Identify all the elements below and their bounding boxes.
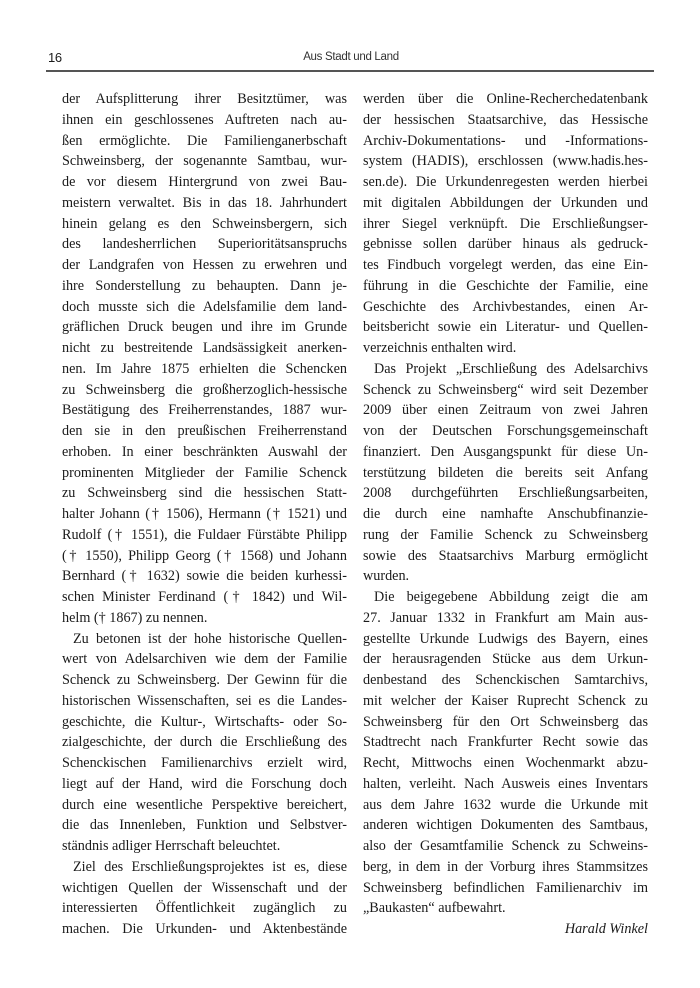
page-number: 16 [48,50,62,65]
right-column [363,89,648,940]
text-line: Bernhard († 1632) sowie die beiden kurhessi- [62,568,347,585]
text-line: Geschichte des Archivbestandes, einen Ar- [363,298,648,315]
text-line: Schweinsberg, der sogenannte Samtbau, wur- [62,153,347,170]
text-line: schen Minister Ferdinand († 1842) und Wil- [62,589,347,605]
text-line: aus dem Jahre 1632 wurde die Urkunde mit [363,796,648,813]
text-line: die das Innenleben, Funktion und Selbstver- [62,817,347,834]
text-line: erhoben. In einer beschränkten Auswahl der [62,443,347,460]
text-line: den sie in den preußischen Freiherrenstand [62,423,347,439]
text-line: zu Schweinsberg die großherzoglich-hessische [62,381,347,398]
text-line: beitsbericht sowie ein Literatur- und Quellen- [363,319,648,336]
text-line: anderen wichtigen Dokumenten des Samtbaus, [363,817,648,834]
text-line: Archiv-Dokumentations- und -Informations- [363,132,648,149]
text-line: historischen Wissenschaften, sei es die Landes- [62,692,347,709]
text-line: gestellte Urkunde Ludwigs des Bayern, eines [363,630,648,647]
text-line: geschichte, die Kultur-, Wirtschafts- oder So- [62,713,347,730]
text-line: der Aufsplitterung ihrer Besitztümer, was [62,91,347,107]
text-line: finanziert. Den Ausgangspunkt für diese Un- [363,443,648,460]
text-line: machen. Die Urkunden- und Aktenbestände [62,921,347,937]
text-line: Bestätigung des Freiherrenstandes, 1887 wur- [62,402,347,419]
text-line: gebnisse sollen darüber hinaus als gedruck- [363,236,648,253]
text-line: halten, verleiht. Nach Ausweis eines Inventars [363,775,648,792]
left-column [62,89,347,940]
text-line: doch musste sich die Adelsfamilie dem land- [62,298,347,315]
text-line: Schweinsberg für den Ort Schweinsberg das [363,713,648,730]
text-line: mit welcher der Kaiser Ruprecht Schenck zu [363,692,648,709]
text-line: 2008 durchgeführten Erschließungsarbeiten, [363,485,648,502]
text-line: ständnis adliger Herrschaft beleuchtet. [62,838,281,854]
text-line: meistern verwaltet. Bis in das 18. Jahrhundert [62,194,347,211]
header-rule [46,70,654,72]
text-line: system (HADIS), erschlossen (www.hadis.hes- [363,153,648,170]
text-line: 27. Januar 1332 in Frankfurt am Main aus- [363,609,648,626]
text-line: berg, in dem in der Vorburg ihres Stammsitzes [363,858,648,875]
text-line: der herausragenden Stücke aus dem Urkun- [363,651,648,668]
text-line: Zu betonen ist der hohe historische Quellen- [73,630,347,647]
text-line: ihre Sonderstellung zu behaupten. Dann je- [62,277,347,294]
text-line: sowie des Staatsarchivs Marburg ermöglicht [363,547,648,564]
text-line: sen.de). Die Urkundenregesten werden hierbei [363,174,648,190]
text-line: zu Schweinsberg sind die hessischen Statt- [62,485,347,502]
text-line: terstützung bildeten die bereits seit Anfang [363,464,648,481]
text-line: ihnen ein geschlossenes Auftreten nach au- [62,111,347,128]
text-line: Schenck zu Schweinsberg. Der Gewinn für die [62,672,347,688]
text-line: zialgeschichte, der durch die Erschließung des [62,734,347,751]
text-line: hinein gelang es den Schweinsbergern, sich [62,215,347,232]
text-line: des landesherrlichen Superioritätsanspruchs [62,236,347,253]
text-line: die durch eine namhafte Anschubfinanzie- [363,506,648,522]
text-line: mit digitalen Abbildungen der Urkunden und [363,194,648,211]
text-line: verzeichnis enthalten wird. [363,340,517,356]
page-header [48,46,654,70]
text-line: denbestand des Schenckischen Samtarchivs, [363,672,648,688]
text-line: Schenck zu Schweinsberg“ wird seit Dezember [363,381,648,398]
text-line: halter Johann († 1506), Hermann († 1521) und [62,506,347,522]
text-line: gräflichen Druck beugen und ihre im Grunde [62,319,347,336]
text-line: ßen ermöglichte. Die Familienganerbschaft [62,132,347,149]
text-line: rung der Familie Schenck zu Schweinsberg [363,526,648,543]
text-line: Recht, Mittwochs einen Wochenmarkt abzu- [363,755,648,771]
text-line: durch eine wesentliche Perspektive bereichert, [62,796,347,813]
text-line: de vor diesem Hintergrund von zwei Bau- [62,174,347,190]
text-line: also der Gesamtfamilie Schenck zu Schweins- [363,838,648,854]
text-line: von der Deutschen Forschungsgemeinschaft [363,423,648,439]
running-title: Aus Stadt und Land [303,51,399,63]
text-line: helm († 1867) zu nennen. [62,609,208,626]
text-line: († 1550), Philipp Georg († 1568) und Johann [62,547,347,564]
text-line: der Landgrafen von Hessen zu erwehren und [62,257,347,273]
text-line: wichtigen Quellen der Wissenschaft und der [62,879,347,896]
author-signature: Harald Winkel [564,921,648,937]
text-line: tes Findbuch vorgelegt werden, das eine Ein- [363,257,648,273]
text-line: prominenten Mitglieder der Familie Schenck [62,464,347,481]
text-line: wurden. [363,568,410,585]
text-line: „Baukasten“ aufbewahrt. [363,900,506,917]
text-line: liegt auf der Hand, wird die Forschung doch [62,775,347,792]
text-line: führung in die Geschichte der Familie, eine [363,277,648,294]
text-line: Ziel des Erschließungsprojektes ist es, diese [73,858,347,875]
text-line: Das Projekt „Erschließung des Adelsarchivs [374,360,648,377]
text-line: Die beigegebene Abbildung zeigt die am [374,589,648,605]
text-line: Rudolf († 1551), die Fuldaer Fürstäbte Philipp [62,526,347,543]
text-line: Stadtrecht nach Frankfurter Recht sowie das [363,734,648,751]
text-line: 2009 über einen Zeitraum von zwei Jahren [363,402,648,419]
text-line: Schenckischen Familienarchivs erzielt wird, [62,755,347,771]
text-line: werden über die Online-Recherchedatenbank [363,91,648,107]
text-line: Schweinsberg befindlichen Familienarchiv im [363,879,648,896]
text-line: wert von Adelsarchiven wie dem der Familie [62,651,347,668]
text-line: der hessischen Staatsarchive, das Hessische [363,111,648,128]
text-line: interessierten Öffentlichkeit zugänglich zu [62,900,347,917]
text-line: ihrer Siegel verknüpft. Die Erschließungser- [363,215,648,232]
text-line: nen. Im Jahre 1875 erhielten die Schencken [62,360,347,377]
text-line: nicht zu bestreitende Landsässigkeit anerken- [62,340,347,356]
